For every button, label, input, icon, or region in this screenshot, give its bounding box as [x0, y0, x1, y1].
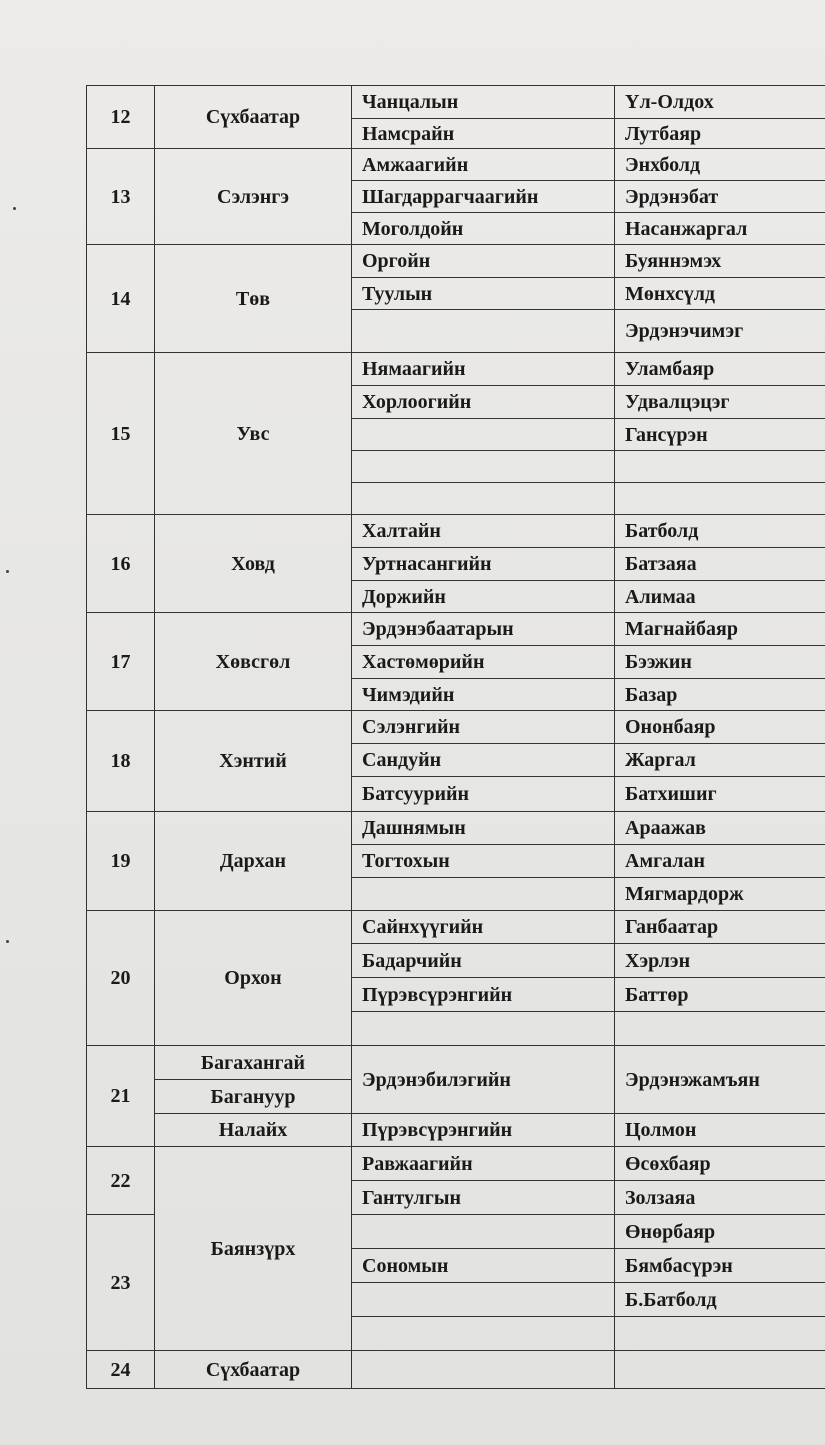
district-number: 12	[87, 86, 155, 149]
district-number: 22	[87, 1147, 155, 1215]
member-surname: Хорлоогийн	[352, 386, 615, 419]
member-surname	[352, 1012, 615, 1046]
member-surname: Сэлэнгийн	[352, 711, 615, 744]
member-name: Насанжаргал	[615, 213, 825, 245]
member-surname	[352, 878, 615, 911]
province-name: Баянзүрх	[155, 1147, 352, 1351]
member-surname: Эрдэнэбаатарын	[352, 613, 615, 646]
member-table	[86, 85, 825, 1389]
member-surname: Уртнасангийн	[352, 548, 615, 581]
member-name: Б.Батболд	[615, 1283, 825, 1317]
province-name: Увс	[155, 353, 352, 515]
member-surname: Сандуйн	[352, 744, 615, 777]
member-surname: Равжаагийн	[352, 1147, 615, 1181]
member-surname	[352, 483, 615, 515]
member-surname: Нямаагийн	[352, 353, 615, 386]
district-name: Багануур	[155, 1080, 352, 1114]
table-row	[87, 1147, 825, 1181]
district-name: Налайх	[155, 1114, 352, 1147]
table-row	[87, 911, 825, 944]
member-name: Хэрлэн	[615, 944, 825, 978]
table-row	[87, 1351, 825, 1389]
table-row	[87, 353, 825, 386]
member-surname: Сайнхүүгийн	[352, 911, 615, 944]
province-name: Дархан	[155, 812, 352, 911]
province-name: Сүхбаатар	[155, 1351, 352, 1389]
member-surname	[352, 1317, 615, 1351]
member-name: Амгалан	[615, 845, 825, 878]
province-name: Орхон	[155, 911, 352, 1046]
member-surname: Шагдаррагчаагийн	[352, 181, 615, 213]
table-row	[87, 711, 825, 744]
member-surname: Пүрэвсүрэнгийн	[352, 978, 615, 1012]
member-name: Жаргал	[615, 744, 825, 777]
member-surname: Чанцалын	[352, 86, 615, 119]
member-name: Эрдэнэбат	[615, 181, 825, 213]
member-name: Батхишиг	[615, 777, 825, 812]
district-number: 24	[87, 1351, 155, 1389]
table-row	[87, 812, 825, 845]
member-name	[615, 1012, 825, 1046]
member-surname: Туулын	[352, 278, 615, 310]
speck	[13, 207, 16, 210]
member-surname: Бадарчийн	[352, 944, 615, 978]
member-surname: Халтайн	[352, 515, 615, 548]
member-name: Буяннэмэх	[615, 245, 825, 278]
member-surname	[352, 1215, 615, 1249]
member-name: Магнайбаяр	[615, 613, 825, 646]
member-name: Энхболд	[615, 149, 825, 181]
member-surname	[352, 419, 615, 451]
member-surname	[352, 451, 615, 483]
member-name	[615, 1317, 825, 1351]
member-name: Базар	[615, 679, 825, 711]
district-number: 20	[87, 911, 155, 1046]
member-surname: Хастөмөрийн	[352, 646, 615, 679]
member-surname: Дашнямын	[352, 812, 615, 845]
member-surname	[352, 310, 615, 353]
member-name: Ганбаатар	[615, 911, 825, 944]
table-row	[87, 515, 825, 548]
member-name: Цолмон	[615, 1114, 825, 1147]
member-name: Эрдэнэчимэг	[615, 310, 825, 353]
member-surname: Сономын	[352, 1249, 615, 1283]
province-name: Ховд	[155, 515, 352, 613]
member-name	[615, 451, 825, 483]
member-name: Батболд	[615, 515, 825, 548]
province-name: Хөвсгөл	[155, 613, 352, 711]
district-number: 15	[87, 353, 155, 515]
member-name	[615, 1351, 825, 1389]
table-row	[87, 245, 825, 278]
member-surname: Тогтохын	[352, 845, 615, 878]
table-row	[87, 613, 825, 646]
member-surname: Пүрэвсүрэнгийн	[352, 1114, 615, 1147]
district-number: 18	[87, 711, 155, 812]
district-number: 16	[87, 515, 155, 613]
province-name: Сэлэнгэ	[155, 149, 352, 245]
member-surname	[352, 1283, 615, 1317]
member-name: Бямбасүрэн	[615, 1249, 825, 1283]
member-name: Бээжин	[615, 646, 825, 679]
member-name: Золзаяа	[615, 1181, 825, 1215]
member-name: Уламбаяр	[615, 353, 825, 386]
member-name: Удвалцэцэг	[615, 386, 825, 419]
district-number: 17	[87, 613, 155, 711]
member-surname: Батсуурийн	[352, 777, 615, 812]
member-name	[615, 483, 825, 515]
table-row	[87, 1046, 825, 1080]
district-number: 14	[87, 245, 155, 353]
member-surname: Эрдэнэбилэгийн	[352, 1046, 615, 1114]
district-name: Багахангай	[155, 1046, 352, 1080]
speck	[6, 940, 9, 943]
member-name: Эрдэнэжамъян	[615, 1046, 825, 1114]
speck	[6, 570, 9, 573]
member-surname: Оргойн	[352, 245, 615, 278]
district-number: 21	[87, 1046, 155, 1147]
member-surname	[352, 1351, 615, 1389]
member-name: Баттөр	[615, 978, 825, 1012]
member-name: Лутбаяр	[615, 119, 825, 149]
member-name: Ононбаяр	[615, 711, 825, 744]
member-surname: Амжаагийн	[352, 149, 615, 181]
member-surname: Доржийн	[352, 581, 615, 613]
member-surname: Гантулгын	[352, 1181, 615, 1215]
table-row	[87, 86, 825, 119]
table-row	[87, 149, 825, 181]
member-surname: Намсрайн	[352, 119, 615, 149]
member-name: Мягмардорж	[615, 878, 825, 911]
province-name: Сүхбаатар	[155, 86, 352, 149]
member-name: Үл-Олдох	[615, 86, 825, 119]
member-name: Гансүрэн	[615, 419, 825, 451]
province-name: Төв	[155, 245, 352, 353]
district-number: 19	[87, 812, 155, 911]
table-row	[87, 1114, 825, 1147]
member-surname: Чимэдийн	[352, 679, 615, 711]
member-name: Батзаяа	[615, 548, 825, 581]
member-name: Өнөрбаяр	[615, 1215, 825, 1249]
district-number: 23	[87, 1215, 155, 1351]
member-name: Өсөхбаяр	[615, 1147, 825, 1181]
district-number: 13	[87, 149, 155, 245]
member-name: Араажав	[615, 812, 825, 845]
province-name: Хэнтий	[155, 711, 352, 812]
member-surname: Моголдойн	[352, 213, 615, 245]
member-name: Алимаа	[615, 581, 825, 613]
member-name: Мөнхсүлд	[615, 278, 825, 310]
